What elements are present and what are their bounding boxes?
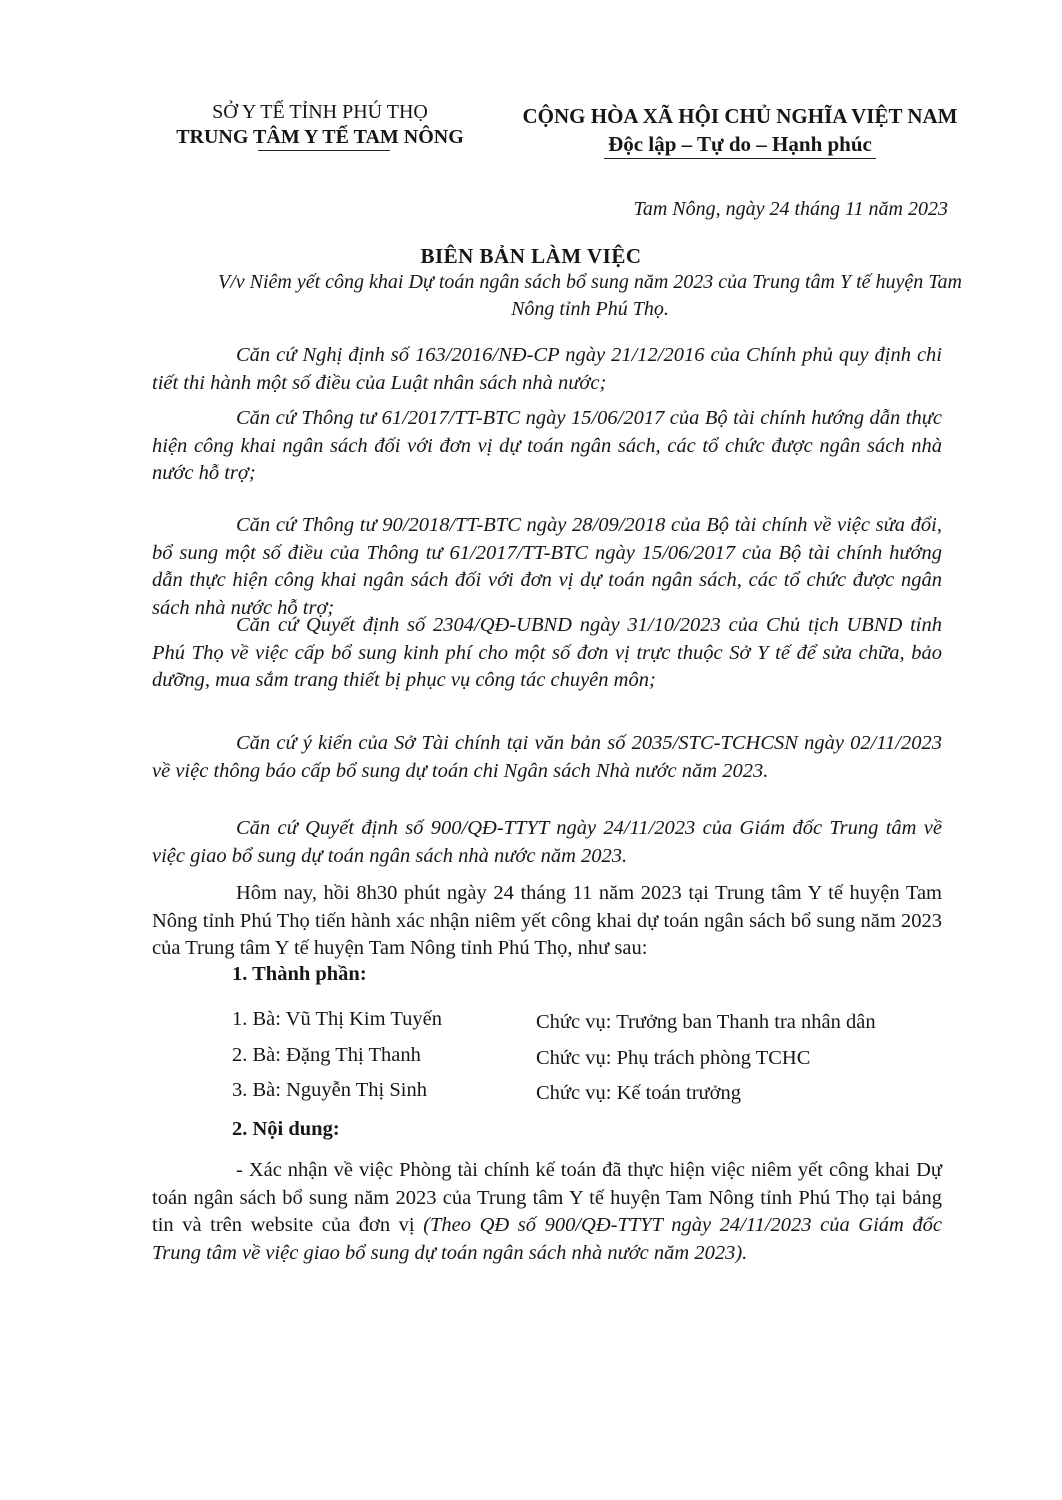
decision-reference: (Theo QĐ số 900/QĐ-TTYT ngày 24/11/2023 của Giám đốc Trung tâm về việc giao bổ sung dự toán ngân sách nhà nước năm 2023). [152,1214,943,1264]
motto-underline [604,158,876,159]
national-motto: Độc lập – Tự do – Hạnh phúc [608,132,872,156]
legal-basis-5: Căn cứ ý kiến của Sở Tài chính tại văn bản số 2035/STC-TCHCSN ngày 02/11/2023 về việc thông báo cấp bổ sung dự toán chi Ngân sách Nhà nước năm 2023. [152,732,942,782]
meeting-intro: Hôm nay, hồi 8h30 phút ngày 24 tháng 11 năm 2023 tại Trung tâm Y tế huyện Tam Nông tỉnh Phú Thọ tiến hành xác nhận niêm yết công khai dự toán ngân sách bổ sung năm 2023 của Trung tâm Y tế huyện Tam Nông tỉnh Phú Thọ, như sau: [152,882,942,959]
parent-organization: SỞ Y TẾ TỈNH PHÚ THỌ [212,101,428,123]
section-2-heading: 2. Nội dung: [232,1118,340,1140]
legal-basis-6: Căn cứ Quyết định số 900/QĐ-TTYT ngày 24/11/2023 của Giám đốc Trung tâm về việc giao bổ sung dự toán ngân sách nhà nước năm 2023. [152,817,942,867]
country-name: CỘNG HÒA XÃ HỘI CHỦ NGHĨA VIỆT NAM [522,104,958,128]
member-name: 1. Bà: Vũ Thị Kim Tuyến [232,1008,442,1030]
organization-name: TRUNG TÂM Y TẾ TAM NÔNG [176,126,464,148]
member-name: 3. Bà: Nguyễn Thị Sinh [232,1079,427,1101]
document-title: BIÊN BẢN LÀM VIỆC [420,244,642,268]
issuing-organization [150,100,490,150]
document-subject: V/v Niêm yết công khai Dự toán ngân sách bổ sung năm 2023 của Trung tâm Y tế huyện Tam Nông tỉnh Phú Thọ. [217,271,962,320]
legal-basis-2: Căn cứ Thông tư 61/2017/TT-BTC ngày 15/06/2017 của Bộ tài chính hướng dẫn thực hiện công khai ngân sách đối với đơn vị dự toán ngân sách, các tổ chức được ngân sách nhà nước hỗ trợ; [152,407,942,484]
member-role: Chức vụ: Kế toán trưởng [536,1082,741,1104]
organization-underline [258,150,390,151]
legal-basis-3: Căn cứ Thông tư 90/2018/TT-BTC ngày 28/09/2018 của Bộ tài chính về việc sửa đổi, bổ sung một số điều của Thông tư 61/2017/TT-BTC ngày 15/06/2017 của Bộ tài chính hướng dẫn thực hiện công khai ngân sách đối với đơn vị dự toán ngân sách, các tổ chức được ngân sách nhà nước hỗ trợ; [152,514,942,619]
content-text: - Xác nhận về việc Phòng tài chính kế toán đã thực hiện việc niêm yết công khai Dự toán ngân sách bổ sung năm 2023 của Trung tâm Y tế huyện Tam Nông tỉnh Phú Thọ tại bảng tin và trên website của đơn vị [152,1159,942,1236]
member-name: 2. Bà: Đặng Thị Thanh [232,1044,421,1066]
legal-basis-4: Căn cứ Quyết định số 2304/QĐ-UBND ngày 31/10/2023 của Chủ tịch UBND tỉnh Phú Thọ về việc cấp bổ sung kinh phí cho một số đơn vị trực thuộc Sở Y tế để sửa chữa, bảo dưỡng, mua sắm trang thiết bị phục vụ công tác chuyên môn; [152,614,942,691]
national-title [500,102,980,158]
section-2-content [152,1157,942,1267]
place-date-line: Tam Nông, ngày 24 tháng 11 năm 2023 [633,198,948,220]
legal-basis-1: Căn cứ Nghị định số 163/2016/NĐ-CP ngày 21/12/2016 của Chính phủ quy định chi tiết thi hành một số điều của Luật nhân sách nhà nước; [152,344,942,394]
member-role: Chức vụ: Phụ trách phòng TCHC [536,1047,811,1069]
member-role: Chức vụ: Trưởng ban Thanh tra nhân dân [536,1011,876,1033]
section-1-heading: 1. Thành phần: [232,963,367,985]
